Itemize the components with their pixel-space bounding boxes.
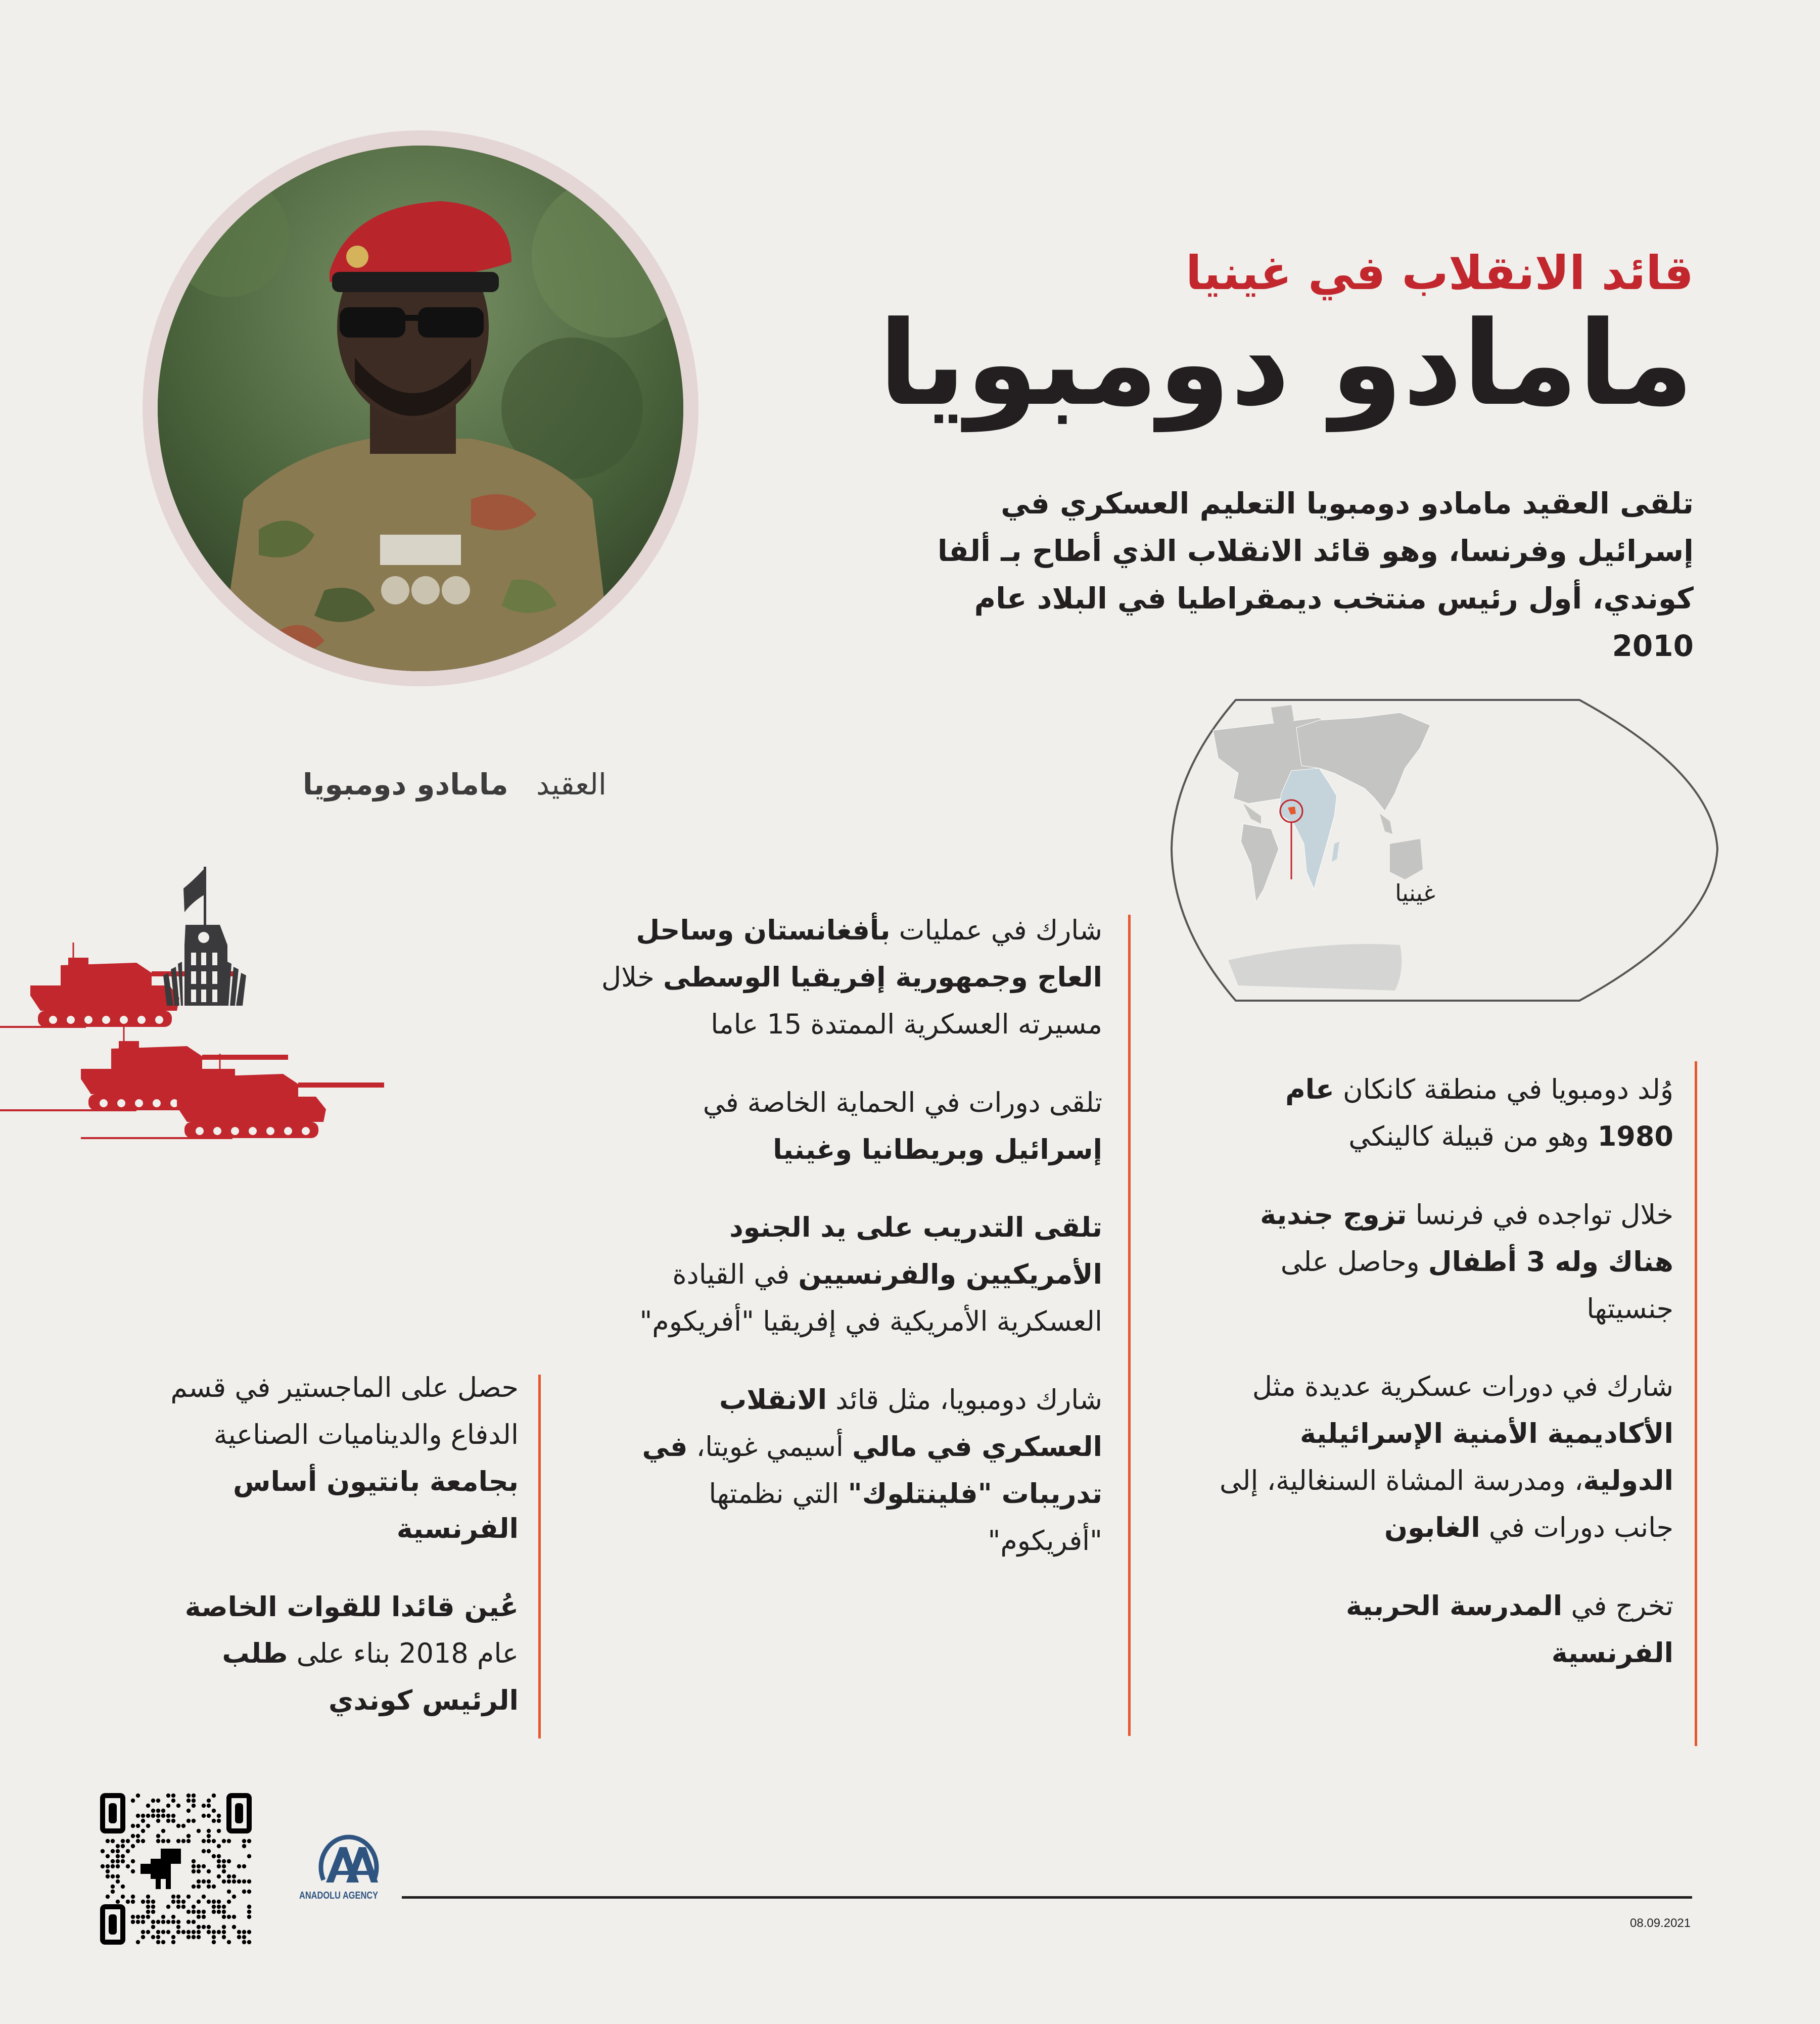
facts-column-middle: [597, 907, 1102, 1596]
agency-name: ANADOLU AGENCY: [299, 1890, 379, 1901]
fact-highlight: طلب الرئيس كوندي: [222, 1637, 519, 1717]
fact-highlight: بجامعة بانتيون أساس الفرنسية: [233, 1465, 519, 1544]
publish-date: 08.09.2021: [1630, 1916, 1691, 1930]
building-flag-icon: [163, 867, 246, 1006]
tank-icon: [177, 1054, 384, 1138]
fact-highlight: عُين قائدا للقوات الخاصة: [184, 1590, 519, 1623]
fact-text: حصل على الماجستير في قسم الدفاع والديناميات الصناعية: [170, 1372, 519, 1450]
fact-text: شارك في دورات عسكرية عديدة مثل: [1252, 1371, 1673, 1403]
fact-text: خلال مسيرته العسكرية الممتدة 15 عاما: [601, 961, 1102, 1040]
kicker-title: قائد الانقلاب في غينيا: [1185, 246, 1694, 300]
facts-column-right: [1219, 1066, 1673, 1708]
fact-text: خلال تواجده في فرنسا: [1407, 1198, 1673, 1231]
fact-text: تخرج في: [1562, 1589, 1673, 1622]
coup-illustration: [0, 859, 581, 1238]
portrait-photo: [158, 146, 683, 671]
fact-text: شارك دومبويا، مثل قائد: [827, 1384, 1102, 1416]
fact-highlight: تلقى التدريب على يد الجنود الأمريكيين والفرنسيين: [729, 1211, 1102, 1291]
fact-item: [1219, 1363, 1673, 1551]
column-divider-right: [1695, 1061, 1697, 1746]
fact-highlight: إسرائيل وبريطانيا وغينيا: [773, 1133, 1102, 1165]
page-title: مامادو دومبويا: [878, 297, 1694, 432]
qr-code[interactable]: [100, 1793, 252, 1945]
fact-highlight: بأفغانستان وساحل العاج وجمهورية إفريقيا الوسطى: [636, 914, 1102, 993]
fact-text: في القيادة العسكرية الأمريكية في إفريقيا "أفريكوم": [639, 1258, 1102, 1338]
fact-text: شارك في عمليات: [890, 914, 1102, 946]
fact-text: وحاصل على جنسيتها: [1280, 1245, 1673, 1325]
caption-rank: العقيد: [536, 767, 606, 802]
caption-name: مامادو دومبويا: [302, 767, 508, 802]
tank-track-line: [0, 1109, 136, 1111]
fact-item: [139, 1364, 519, 1552]
fact-item: [597, 1204, 1102, 1345]
fact-item: [1219, 1066, 1673, 1160]
dinosaur-icon: [141, 1849, 181, 1889]
fact-text: ، ومدرسة المشاة السنغالية، إلى جانب دورات في: [1220, 1465, 1673, 1543]
column-divider-left: [538, 1375, 541, 1738]
world-map-graphic: [1168, 697, 1718, 1003]
fact-text: أسيمي غويتا،: [687, 1430, 853, 1463]
fact-highlight: الأكاديمية الأمنية الإسرائيلية الدولية: [1299, 1418, 1673, 1497]
facts-column-left: [139, 1364, 519, 1756]
portrait-caption: [202, 766, 606, 804]
fact-highlight: عام 1980: [1285, 1073, 1673, 1152]
intro-paragraph: تلقى العقيد مامادو دومبويا التعليم العسكري في إسرائيل وفرنسا، وهو قائد الانقلاب الذي أطاح بـ ألفا كوندي، أول رئيس منتخب ديمقراطيا في البلاد عام 2010: [937, 486, 1694, 663]
fact-highlight: المدرسة الحربية الفرنسية: [1346, 1589, 1673, 1669]
fact-item: [1219, 1583, 1673, 1677]
fact-item: [597, 907, 1102, 1048]
footer-rule: [402, 1896, 1692, 1899]
fact-text: التي نظمتها "أفريكوم": [709, 1477, 1102, 1557]
portrait-illustration: [158, 146, 683, 671]
fact-item: [139, 1584, 519, 1725]
fact-text: وهو من قبيلة كالينكي: [1348, 1120, 1598, 1152]
fact-item: [1219, 1192, 1673, 1333]
map-label-guinea: غينيا: [1395, 879, 1435, 907]
fact-highlight: الغابون: [1384, 1512, 1480, 1543]
world-map: [1168, 697, 1718, 1003]
fact-text: وُلد دومبويا في منطقة كانكان: [1334, 1073, 1673, 1105]
fact-highlight: تزوج جندية هناك وله 3 أطفال: [1260, 1198, 1673, 1278]
fact-item: [597, 1377, 1102, 1565]
tank-track-line: [81, 1137, 232, 1139]
fact-highlight: الانقلاب العسكري في مالي: [719, 1384, 1102, 1463]
column-divider-middle: [1128, 915, 1131, 1736]
fact-item: [597, 1079, 1102, 1173]
fact-highlight: في تدريبات "فلينتلوك": [642, 1430, 1102, 1510]
fact-text: تلقى دورات في الحماية الخاصة في: [703, 1086, 1102, 1118]
fact-text: عام 2018 بناء على: [288, 1637, 519, 1670]
tank-track-line: [0, 1026, 86, 1028]
